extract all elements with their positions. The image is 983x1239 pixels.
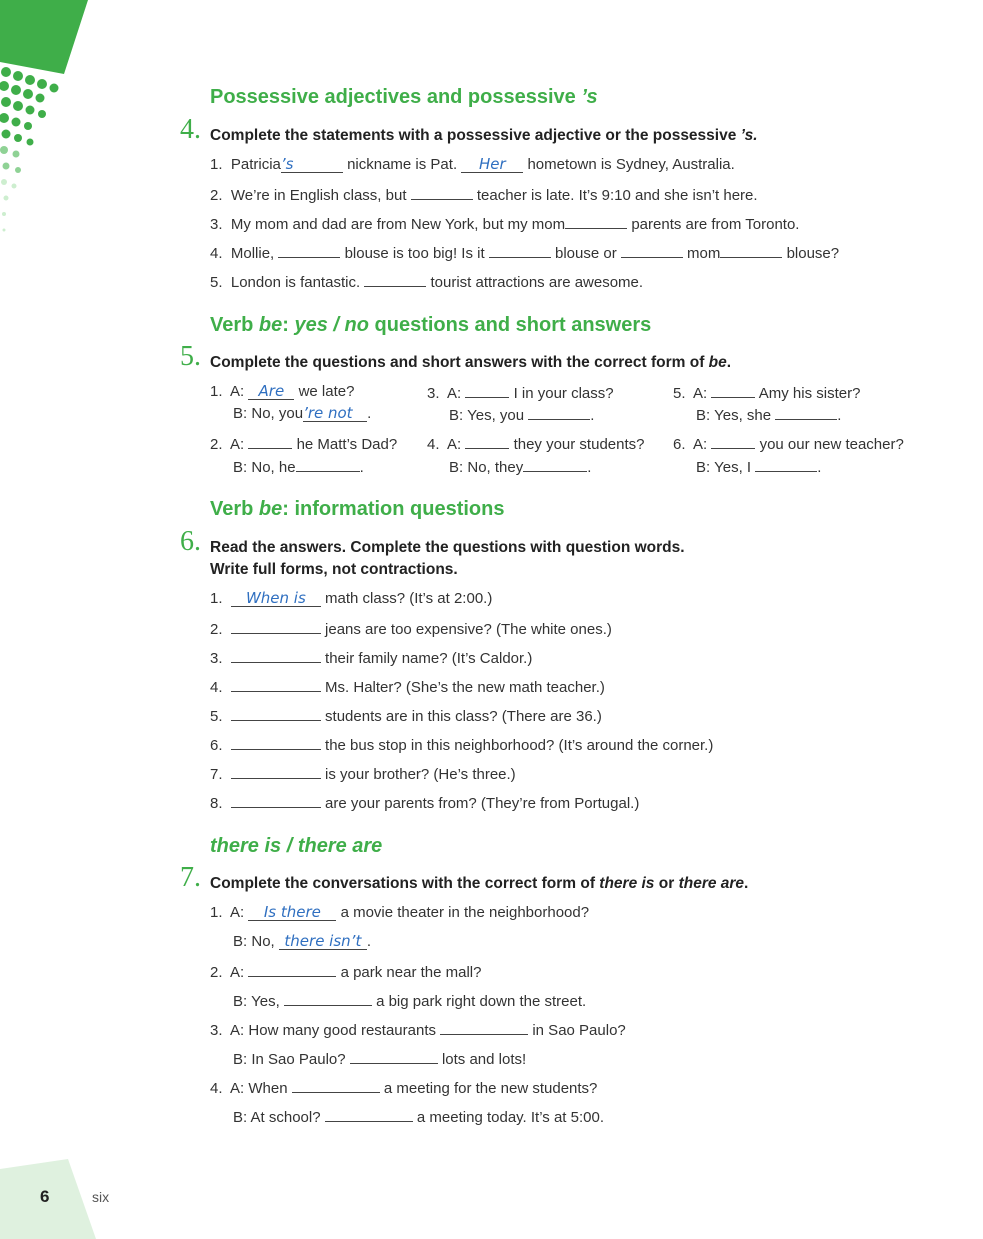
exercise-item: 3. their family name? (It’s Caldor.): [210, 650, 533, 667]
answer-blank[interactable]: [231, 793, 321, 808]
answer-blank[interactable]: [755, 457, 817, 472]
page-number-word: six: [92, 1189, 110, 1205]
exercise-item: 6. the bus stop in this neighborhood? (It’s around the corner.): [210, 737, 714, 754]
exercise-item: 5. London is fantastic. tourist attractions are awesome.: [210, 274, 644, 291]
question-a: 1. A: Are we late?: [210, 382, 355, 400]
answer-blank[interactable]: [350, 1049, 438, 1064]
answer-blank[interactable]: ’s: [281, 156, 343, 173]
answer-blank[interactable]: [711, 434, 755, 449]
answer-blank[interactable]: ’re not: [303, 405, 367, 422]
answer-b: B: Yes, I .: [696, 459, 822, 476]
section-title-possessives: Possessive adjectives and possessive ’s: [210, 86, 598, 108]
answer-blank[interactable]: [325, 1107, 413, 1122]
conversation-b: B: Yes, a big park right down the street.: [233, 993, 587, 1010]
answer-blank[interactable]: [565, 214, 627, 229]
answer-blank[interactable]: [231, 677, 321, 692]
section-title-be-yes-no: Verb be: yes / no questions and short answers: [210, 314, 652, 336]
exercise-instruction: Complete the conversations with the correct form of there is or there are.: [210, 875, 749, 892]
exercise-item: 1. Patricia’s nickname is Pat. Her hometown is Sydney, Australia.: [210, 155, 735, 173]
exercise-instruction: Complete the statements with a possessive adjective or the possessive ’s.: [210, 127, 758, 144]
page-number: 6: [40, 1187, 50, 1206]
conversation-a: 4. A: When a meeting for the new students?: [210, 1080, 598, 1097]
answer-b: B: No, you’re not .: [233, 404, 372, 422]
question-a: 3. A: I in your class?: [427, 385, 614, 402]
exercise-item: 4. Ms. Halter? (She’s the new math teacher.): [210, 679, 605, 696]
exercise-item: 5. students are in this class? (There are 36.): [210, 708, 602, 725]
answer-blank[interactable]: [292, 1078, 380, 1093]
answer-blank[interactable]: [465, 434, 509, 449]
conversation-a: 3. A: How many good restaurants in Sao Paulo?: [210, 1022, 626, 1039]
answer-blank[interactable]: [231, 619, 321, 634]
answer-b: B: No, they .: [449, 459, 592, 476]
answer-blank[interactable]: [411, 185, 473, 200]
answer-blank[interactable]: [284, 991, 372, 1006]
conversation-b: B: At school? a meeting today. It’s at 5:00.: [233, 1109, 604, 1126]
answer-blank[interactable]: [465, 383, 509, 398]
exercise-item: 3. My mom and dad are from New York, but my mom parents are from Toronto.: [210, 216, 800, 233]
exercise-item: 7. is your brother? (He’s three.): [210, 766, 516, 783]
conversation-a: 1. A: Is there a movie theater in the neighborhood?: [210, 903, 590, 921]
exercise-item: 2. jeans are too expensive? (The white ones.): [210, 621, 612, 638]
corner-decoration: [0, 0, 100, 300]
answer-blank[interactable]: [621, 243, 683, 258]
answer-b: B: Yes, she .: [696, 407, 842, 424]
answer-blank[interactable]: [248, 434, 292, 449]
exercise-number: 7.: [180, 862, 201, 893]
answer-blank[interactable]: [296, 457, 360, 472]
question-a: 2. A: he Matt’s Dad?: [210, 436, 398, 453]
answer-blank[interactable]: [720, 243, 782, 258]
answer-b: B: No, he .: [233, 459, 364, 476]
answer-blank[interactable]: [231, 764, 321, 779]
exercise-item: 8. are your parents from? (They’re from Portugal.): [210, 795, 640, 812]
answer-blank[interactable]: [440, 1020, 528, 1035]
answer-blank[interactable]: [231, 648, 321, 663]
answer-blank[interactable]: Is there: [248, 904, 336, 921]
answer-blank[interactable]: Her: [461, 156, 523, 173]
exercise-number: 6.: [180, 526, 201, 557]
answer-blank[interactable]: [364, 272, 426, 287]
answer-blank[interactable]: When is: [231, 590, 321, 607]
answer-blank[interactable]: [278, 243, 340, 258]
section-title-there-is-are: there is / there are: [210, 835, 383, 857]
exercise-number: 5.: [180, 341, 201, 372]
exercise-instruction-2: Write full forms, not contractions.: [210, 561, 458, 578]
conversation-b: B: No, there isn’t .: [233, 932, 372, 950]
exercise-instruction: Read the answers. Complete the questions with question words.: [210, 539, 685, 556]
answer-blank[interactable]: [775, 405, 837, 420]
question-a: 6. A: you our new teacher?: [673, 436, 904, 453]
exercise-item: 2. We’re in English class, but teacher is late. It’s 9:10 and she isn’t here.: [210, 187, 758, 204]
conversation-b: B: In Sao Paulo? lots and lots!: [233, 1051, 527, 1068]
exercise-instruction: Complete the questions and short answers with the correct form of be.: [210, 354, 732, 371]
answer-blank[interactable]: [231, 735, 321, 750]
footer-decoration: [0, 1159, 130, 1239]
exercise-item: 4. Mollie, blouse is too big! Is it blouse or mom blouse?: [210, 245, 840, 262]
question-a: 5. A: Amy his sister?: [673, 385, 861, 402]
exercise-number: 4.: [180, 114, 201, 145]
section-title-be-information: Verb be: information questions: [210, 498, 505, 520]
answer-blank[interactable]: there isn’t: [279, 933, 367, 950]
question-a: 4. A: they your students?: [427, 436, 645, 453]
answer-blank[interactable]: [489, 243, 551, 258]
answer-blank[interactable]: [528, 405, 590, 420]
answer-blank[interactable]: [523, 457, 587, 472]
conversation-a: 2. A: a park near the mall?: [210, 964, 482, 981]
answer-blank[interactable]: Are: [248, 383, 294, 400]
exercise-item: 1. When is math class? (It’s at 2:00.): [210, 589, 493, 607]
answer-blank[interactable]: [711, 383, 755, 398]
answer-blank[interactable]: [248, 962, 336, 977]
answer-b: B: Yes, you .: [449, 407, 595, 424]
answer-blank[interactable]: [231, 706, 321, 721]
